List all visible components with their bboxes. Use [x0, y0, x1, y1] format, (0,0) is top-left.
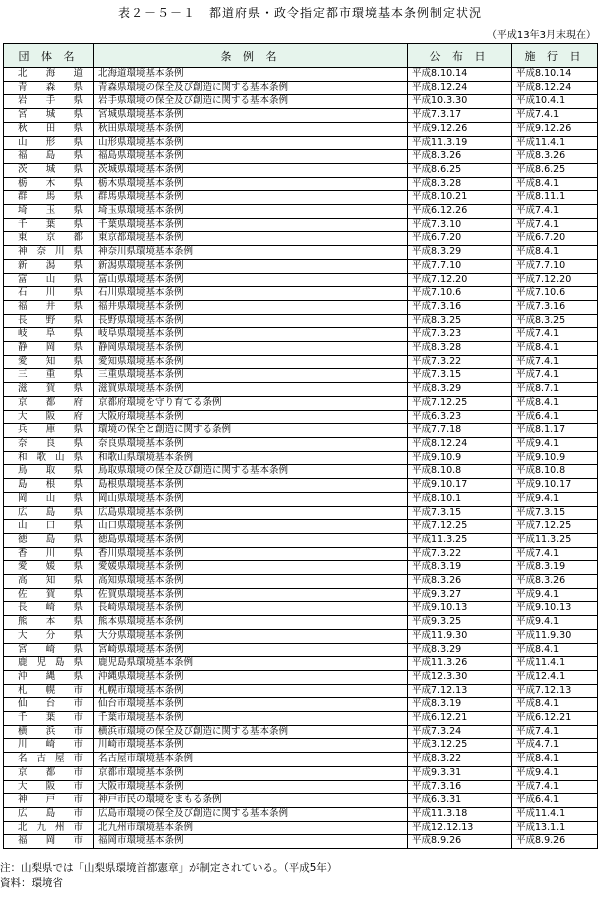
footnote: 注：山梨県では「山梨県環境首都憲章」が制定されている。（平成5年）	[0, 862, 338, 874]
cell-promulgation-date: 平成6.3.31	[408, 794, 512, 808]
cell-enforcement-date: 平成7.3.15	[512, 506, 598, 520]
cell-promulgation-date: 平成8.9.26	[408, 835, 512, 849]
cell-organization: 大 阪 府	[4, 410, 94, 424]
cell-promulgation-date: 平成7.3.22	[408, 547, 512, 561]
cell-ordinance-name: 千葉市環境基本条例	[94, 712, 408, 726]
cell-promulgation-date: 平成9.12.26	[408, 122, 512, 136]
table-row	[4, 300, 598, 314]
cell-enforcement-date: 平成8.6.25	[512, 163, 598, 177]
cell-organization: 鳥 取 県	[4, 465, 94, 479]
cell-enforcement-date: 平成7.4.1	[512, 205, 598, 219]
cell-organization: 秋 田 県	[4, 122, 94, 136]
header-organization: 団 体 名	[4, 44, 94, 68]
table-row	[4, 355, 598, 369]
cell-enforcement-date: 平成8.3.26	[512, 575, 598, 589]
table-row	[4, 218, 598, 232]
table-row	[4, 561, 598, 575]
table-row	[4, 205, 598, 219]
cell-organization: 佐 賀 県	[4, 588, 94, 602]
cell-enforcement-date: 平成8.10.8	[512, 465, 598, 479]
cell-ordinance-name: 三重県環境基本条例	[94, 369, 408, 383]
cell-organization: 千 葉 県	[4, 218, 94, 232]
cell-enforcement-date: 平成10.4.1	[512, 95, 598, 109]
cell-organization: 滋 賀 県	[4, 383, 94, 397]
cell-organization: 福 井 県	[4, 300, 94, 314]
cell-ordinance-name: 環境の保全と創造に関する条例	[94, 424, 408, 438]
table-title: 表２－５－１ 都道府県・政令指定都市環境基本条例制定状況	[117, 6, 482, 20]
cell-promulgation-date: 平成3.12.25	[408, 739, 512, 753]
cell-ordinance-name: 大分県環境基本条例	[94, 629, 408, 643]
table-row	[4, 712, 598, 726]
cell-promulgation-date: 平成8.12.24	[408, 81, 512, 95]
cell-promulgation-date: 平成9.3.27	[408, 588, 512, 602]
cell-ordinance-name: 島根県環境基本条例	[94, 479, 408, 493]
cell-ordinance-name: 岐阜県環境基本条例	[94, 328, 408, 342]
cell-organization: 岡 山 県	[4, 492, 94, 506]
cell-promulgation-date: 平成6.3.23	[408, 410, 512, 424]
cell-promulgation-date: 平成7.3.24	[408, 725, 512, 739]
cell-organization: 長 崎 県	[4, 602, 94, 616]
table-row	[4, 698, 598, 712]
table-row	[4, 396, 598, 410]
cell-ordinance-name: 熊本県環境基本条例	[94, 616, 408, 630]
table-row	[4, 575, 598, 589]
cell-promulgation-date: 平成7.12.13	[408, 684, 512, 698]
table-row	[4, 81, 598, 95]
cell-ordinance-name: 福井県環境基本条例	[94, 300, 408, 314]
cell-organization: 山 形 県	[4, 136, 94, 150]
cell-organization: 広 島 市	[4, 807, 94, 821]
cell-ordinance-name: 徳島県環境基本条例	[94, 533, 408, 547]
cell-ordinance-name: 山口県環境基本条例	[94, 520, 408, 534]
cell-ordinance-name: 沖縄県環境基本条例	[94, 670, 408, 684]
cell-ordinance-name: 福島県環境基本条例	[94, 150, 408, 164]
table-row	[4, 451, 598, 465]
cell-promulgation-date: 平成11.9.30	[408, 629, 512, 643]
cell-enforcement-date: 平成9.10.9	[512, 451, 598, 465]
cell-promulgation-date: 平成7.3.17	[408, 109, 512, 123]
cell-organization: 福 岡 市	[4, 835, 94, 849]
cell-organization: 青 森 県	[4, 81, 94, 95]
cell-organization: 仙 台 市	[4, 698, 94, 712]
cell-promulgation-date: 平成8.3.25	[408, 314, 512, 328]
table-row	[4, 520, 598, 534]
cell-promulgation-date: 平成8.3.22	[408, 753, 512, 767]
cell-organization: 京 都 市	[4, 766, 94, 780]
cell-enforcement-date: 平成9.4.1	[512, 616, 598, 630]
cell-enforcement-date: 平成8.3.25	[512, 314, 598, 328]
table-row	[4, 150, 598, 164]
table-row	[4, 533, 598, 547]
cell-enforcement-date: 平成8.4.1	[512, 396, 598, 410]
cell-organization: 群 馬 県	[4, 191, 94, 205]
cell-ordinance-name: 広島市環境の保全及び創造に関する基本条例	[94, 807, 408, 821]
cell-organization: 富 山 県	[4, 273, 94, 287]
cell-organization: 静 岡 県	[4, 342, 94, 356]
cell-ordinance-name: 長崎県環境基本条例	[94, 602, 408, 616]
table-row	[4, 191, 598, 205]
cell-ordinance-name: 川崎市環境基本条例	[94, 739, 408, 753]
cell-promulgation-date: 平成9.10.17	[408, 479, 512, 493]
cell-enforcement-date: 平成6.4.1	[512, 794, 598, 808]
cell-promulgation-date: 平成7.7.18	[408, 424, 512, 438]
cell-promulgation-date: 平成7.3.22	[408, 355, 512, 369]
cell-enforcement-date: 平成7.10.6	[512, 287, 598, 301]
cell-promulgation-date: 平成8.3.29	[408, 246, 512, 260]
cell-promulgation-date: 平成8.3.29	[408, 643, 512, 657]
cell-enforcement-date: 平成4.7.1	[512, 739, 598, 753]
cell-promulgation-date: 平成7.3.15	[408, 506, 512, 520]
cell-promulgation-date: 平成11.3.25	[408, 533, 512, 547]
table-row	[4, 95, 598, 109]
cell-promulgation-date: 平成7.3.10	[408, 218, 512, 232]
cell-enforcement-date: 平成7.12.20	[512, 273, 598, 287]
cell-organization: 岐 阜 県	[4, 328, 94, 342]
cell-enforcement-date: 平成9.4.1	[512, 437, 598, 451]
cell-ordinance-name: 広島県環境基本条例	[94, 506, 408, 520]
cell-organization: 三 重 県	[4, 369, 94, 383]
as-of-date: （平成13年3月末現在）	[486, 30, 596, 41]
table-row	[4, 177, 598, 191]
table-row	[4, 588, 598, 602]
cell-ordinance-name: 京都市環境基本条例	[94, 766, 408, 780]
table-row	[4, 835, 598, 849]
cell-promulgation-date: 平成9.10.9	[408, 451, 512, 465]
cell-enforcement-date: 平成13.1.1	[512, 821, 598, 835]
cell-organization: 徳 島 県	[4, 533, 94, 547]
cell-ordinance-name: 仙台市環境基本条例	[94, 698, 408, 712]
cell-promulgation-date: 平成6.7.20	[408, 232, 512, 246]
cell-promulgation-date: 平成8.10.8	[408, 465, 512, 479]
cell-enforcement-date: 平成7.4.1	[512, 328, 598, 342]
cell-organization: 新 潟 県	[4, 259, 94, 273]
table-row	[4, 437, 598, 451]
cell-ordinance-name: 滋賀県環境基本条例	[94, 383, 408, 397]
cell-enforcement-date: 平成6.4.1	[512, 410, 598, 424]
cell-ordinance-name: 千葉県環境基本条例	[94, 218, 408, 232]
cell-promulgation-date: 平成8.3.28	[408, 177, 512, 191]
cell-enforcement-date: 平成9.10.13	[512, 602, 598, 616]
cell-enforcement-date: 平成9.10.17	[512, 479, 598, 493]
cell-organization: 熊 本 県	[4, 616, 94, 630]
cell-organization: 宮 崎 県	[4, 643, 94, 657]
cell-ordinance-name: 奈良県環境基本条例	[94, 437, 408, 451]
cell-promulgation-date: 平成12.12.13	[408, 821, 512, 835]
cell-organization: 川 崎 市	[4, 739, 94, 753]
cell-organization: 東 京 都	[4, 232, 94, 246]
cell-ordinance-name: 岩手県環境の保全及び創造に関する基本条例	[94, 95, 408, 109]
table-row	[4, 725, 598, 739]
cell-enforcement-date: 平成8.3.19	[512, 561, 598, 575]
cell-enforcement-date: 平成7.4.1	[512, 547, 598, 561]
table-row	[4, 766, 598, 780]
cell-ordinance-name: 京都府環境を守り育てる条例	[94, 396, 408, 410]
cell-enforcement-date: 平成7.4.1	[512, 369, 598, 383]
cell-enforcement-date: 平成6.12.21	[512, 712, 598, 726]
table-row	[4, 246, 598, 260]
table-row	[4, 424, 598, 438]
cell-enforcement-date: 平成8.4.1	[512, 342, 598, 356]
cell-organization: 島 根 県	[4, 479, 94, 493]
table-row	[4, 479, 598, 493]
cell-ordinance-name: 鹿児島県環境基本条例	[94, 657, 408, 671]
table-row	[4, 657, 598, 671]
cell-promulgation-date: 平成8.12.24	[408, 437, 512, 451]
cell-enforcement-date: 平成6.7.20	[512, 232, 598, 246]
cell-ordinance-name: 愛知県環境基本条例	[94, 355, 408, 369]
cell-enforcement-date: 平成8.11.1	[512, 191, 598, 205]
cell-organization: 宮 城 県	[4, 109, 94, 123]
cell-ordinance-name: 横浜市環境の保全及び創造に関する基本条例	[94, 725, 408, 739]
cell-ordinance-name: 愛媛県環境基本条例	[94, 561, 408, 575]
table-row	[4, 629, 598, 643]
cell-ordinance-name: 石川県環境基本条例	[94, 287, 408, 301]
cell-ordinance-name: 神戸市民の環境をまもる条例	[94, 794, 408, 808]
cell-promulgation-date: 平成7.3.15	[408, 369, 512, 383]
cell-organization: 兵 庫 県	[4, 424, 94, 438]
cell-promulgation-date: 平成9.3.25	[408, 616, 512, 630]
cell-enforcement-date: 平成7.12.13	[512, 684, 598, 698]
table-row	[4, 314, 598, 328]
cell-enforcement-date: 平成7.12.25	[512, 520, 598, 534]
cell-promulgation-date: 平成6.12.21	[408, 712, 512, 726]
cell-enforcement-date: 平成7.7.10	[512, 259, 598, 273]
cell-ordinance-name: 新潟県環境基本条例	[94, 259, 408, 273]
cell-ordinance-name: 名古屋市環境基本条例	[94, 753, 408, 767]
cell-enforcement-date: 平成8.4.1	[512, 698, 598, 712]
table-row	[4, 670, 598, 684]
cell-ordinance-name: 埼玉県環境基本条例	[94, 205, 408, 219]
cell-organization: 茨 城 県	[4, 163, 94, 177]
cell-ordinance-name: 福岡市環境基本条例	[94, 835, 408, 849]
table-row	[4, 122, 598, 136]
cell-enforcement-date: 平成8.12.24	[512, 81, 598, 95]
cell-promulgation-date: 平成8.3.19	[408, 561, 512, 575]
cell-ordinance-name: 高知県環境基本条例	[94, 575, 408, 589]
cell-enforcement-date: 平成8.7.1	[512, 383, 598, 397]
cell-organization: 香 川 県	[4, 547, 94, 561]
cell-organization: 京 都 府	[4, 396, 94, 410]
cell-promulgation-date: 平成7.3.23	[408, 328, 512, 342]
cell-ordinance-name: 和歌山県環境基本条例	[94, 451, 408, 465]
table-row	[4, 232, 598, 246]
table-row	[4, 794, 598, 808]
cell-promulgation-date: 平成9.10.13	[408, 602, 512, 616]
header-row	[4, 44, 598, 68]
cell-promulgation-date: 平成8.10.1	[408, 492, 512, 506]
cell-promulgation-date: 平成9.3.31	[408, 766, 512, 780]
cell-promulgation-date: 平成8.10.14	[408, 68, 512, 82]
cell-promulgation-date: 平成12.3.30	[408, 670, 512, 684]
cell-ordinance-name: 大阪府環境基本条例	[94, 410, 408, 424]
table-row	[4, 383, 598, 397]
table-row	[4, 465, 598, 479]
cell-ordinance-name: 岡山県環境基本条例	[94, 492, 408, 506]
cell-promulgation-date: 平成7.7.10	[408, 259, 512, 273]
cell-enforcement-date: 平成8.1.17	[512, 424, 598, 438]
cell-organization: 沖 縄 県	[4, 670, 94, 684]
cell-enforcement-date: 平成11.4.1	[512, 657, 598, 671]
table-row	[4, 684, 598, 698]
table-row	[4, 163, 598, 177]
cell-organization: 福 島 県	[4, 150, 94, 164]
cell-ordinance-name: 北海道環境基本条例	[94, 68, 408, 82]
cell-organization: 神 奈 川 県	[4, 246, 94, 260]
cell-organization: 札 幌 市	[4, 684, 94, 698]
cell-organization: 横 浜 市	[4, 725, 94, 739]
table-row	[4, 342, 598, 356]
cell-enforcement-date: 平成7.4.1	[512, 725, 598, 739]
cell-organization: 奈 良 県	[4, 437, 94, 451]
cell-enforcement-date: 平成9.12.26	[512, 122, 598, 136]
cell-organization: 愛 媛 県	[4, 561, 94, 575]
cell-ordinance-name: 秋田県環境基本条例	[94, 122, 408, 136]
cell-enforcement-date: 平成11.4.1	[512, 807, 598, 821]
table-row	[4, 780, 598, 794]
cell-promulgation-date: 平成7.12.25	[408, 396, 512, 410]
cell-enforcement-date: 平成8.3.26	[512, 150, 598, 164]
cell-ordinance-name: 札幌市環境基本条例	[94, 684, 408, 698]
cell-ordinance-name: 栃木県環境基本条例	[94, 177, 408, 191]
cell-ordinance-name: 北九州市環境基本条例	[94, 821, 408, 835]
cell-enforcement-date: 平成8.4.1	[512, 643, 598, 657]
table-row	[4, 410, 598, 424]
cell-organization: 長 野 県	[4, 314, 94, 328]
cell-enforcement-date: 平成11.4.1	[512, 136, 598, 150]
cell-promulgation-date: 平成8.3.19	[408, 698, 512, 712]
cell-enforcement-date: 平成11.9.30	[512, 629, 598, 643]
cell-organization: 埼 玉 県	[4, 205, 94, 219]
table-row	[4, 753, 598, 767]
cell-promulgation-date: 平成8.6.25	[408, 163, 512, 177]
cell-enforcement-date: 平成11.3.25	[512, 533, 598, 547]
cell-enforcement-date: 平成9.4.1	[512, 588, 598, 602]
cell-enforcement-date: 平成7.4.1	[512, 355, 598, 369]
table-row	[4, 547, 598, 561]
table-row	[4, 602, 598, 616]
cell-organization: 北 九 州 市	[4, 821, 94, 835]
cell-enforcement-date: 平成9.4.1	[512, 492, 598, 506]
cell-ordinance-name: 宮城県環境基本条例	[94, 109, 408, 123]
cell-promulgation-date: 平成8.3.29	[408, 383, 512, 397]
cell-organization: 岩 手 県	[4, 95, 94, 109]
table-row	[4, 807, 598, 821]
cell-ordinance-name: 群馬県環境基本条例	[94, 191, 408, 205]
table-row	[4, 739, 598, 753]
cell-enforcement-date: 平成7.4.1	[512, 109, 598, 123]
table-row	[4, 616, 598, 630]
cell-organization: 高 知 県	[4, 575, 94, 589]
cell-organization: 山 口 県	[4, 520, 94, 534]
table-row	[4, 287, 598, 301]
source-note: 資料：環境省	[0, 877, 63, 889]
cell-promulgation-date: 平成6.12.26	[408, 205, 512, 219]
cell-promulgation-date: 平成11.3.19	[408, 136, 512, 150]
cell-enforcement-date: 平成9.4.1	[512, 766, 598, 780]
cell-promulgation-date: 平成11.3.18	[408, 807, 512, 821]
table-row	[4, 136, 598, 150]
cell-ordinance-name: 宮崎県環境基本条例	[94, 643, 408, 657]
cell-organization: 栃 木 県	[4, 177, 94, 191]
table-row	[4, 259, 598, 273]
table-body	[4, 68, 598, 849]
cell-enforcement-date: 平成8.10.14	[512, 68, 598, 82]
cell-enforcement-date: 平成7.4.1	[512, 218, 598, 232]
cell-ordinance-name: 鳥取県環境の保全及び創造に関する基本条例	[94, 465, 408, 479]
cell-ordinance-name: 神奈川県環境基本条例	[94, 246, 408, 260]
cell-ordinance-name: 佐賀県環境基本条例	[94, 588, 408, 602]
table-row	[4, 328, 598, 342]
cell-organization: 北 海 道	[4, 68, 94, 82]
cell-promulgation-date: 平成11.3.26	[408, 657, 512, 671]
cell-organization: 神 戸 市	[4, 794, 94, 808]
table-row	[4, 492, 598, 506]
cell-promulgation-date: 平成8.3.26	[408, 575, 512, 589]
cell-organization: 鹿 児 島 県	[4, 657, 94, 671]
cell-ordinance-name: 富山県環境基本条例	[94, 273, 408, 287]
cell-ordinance-name: 静岡県環境基本条例	[94, 342, 408, 356]
table-row	[4, 109, 598, 123]
table-row	[4, 821, 598, 835]
cell-ordinance-name: 長野県環境基本条例	[94, 314, 408, 328]
cell-enforcement-date: 平成12.4.1	[512, 670, 598, 684]
cell-promulgation-date: 平成7.10.6	[408, 287, 512, 301]
cell-enforcement-date: 平成8.9.26	[512, 835, 598, 849]
cell-ordinance-name: 香川県環境基本条例	[94, 547, 408, 561]
table-row	[4, 273, 598, 287]
cell-enforcement-date: 平成8.4.1	[512, 246, 598, 260]
cell-promulgation-date: 平成7.3.16	[408, 780, 512, 794]
cell-promulgation-date: 平成8.3.28	[408, 342, 512, 356]
cell-ordinance-name: 青森県環境の保全及び創造に関する基本条例	[94, 81, 408, 95]
cell-promulgation-date: 平成7.12.25	[408, 520, 512, 534]
cell-ordinance-name: 山形県環境基本条例	[94, 136, 408, 150]
cell-ordinance-name: 茨城県環境基本条例	[94, 163, 408, 177]
header-enforcement-date: 施 行 日	[512, 44, 598, 68]
header-promulgation-date: 公 布 日	[408, 44, 512, 68]
table-row	[4, 643, 598, 657]
cell-organization: 広 島 県	[4, 506, 94, 520]
cell-organization: 千 葉 市	[4, 712, 94, 726]
cell-organization: 愛 知 県	[4, 355, 94, 369]
cell-enforcement-date: 平成8.4.1	[512, 177, 598, 191]
cell-organization: 名 古 屋 市	[4, 753, 94, 767]
cell-promulgation-date: 平成8.3.26	[408, 150, 512, 164]
cell-promulgation-date: 平成8.10.21	[408, 191, 512, 205]
cell-enforcement-date: 平成7.4.1	[512, 780, 598, 794]
cell-organization: 大 分 県	[4, 629, 94, 643]
cell-enforcement-date: 平成8.4.1	[512, 753, 598, 767]
cell-enforcement-date: 平成7.3.16	[512, 300, 598, 314]
cell-organization: 石 川 県	[4, 287, 94, 301]
cell-ordinance-name: 大阪市環境基本条例	[94, 780, 408, 794]
table-row	[4, 506, 598, 520]
cell-organization: 和 歌 山 県	[4, 451, 94, 465]
cell-promulgation-date: 平成7.12.20	[408, 273, 512, 287]
cell-organization: 大 阪 市	[4, 780, 94, 794]
header-ordinance-name: 条 例 名	[94, 44, 408, 68]
table-row	[4, 68, 598, 82]
table-row	[4, 369, 598, 383]
cell-promulgation-date: 平成10.3.30	[408, 95, 512, 109]
cell-ordinance-name: 東京都環境基本条例	[94, 232, 408, 246]
cell-promulgation-date: 平成7.3.16	[408, 300, 512, 314]
ordinance-table	[3, 43, 598, 849]
